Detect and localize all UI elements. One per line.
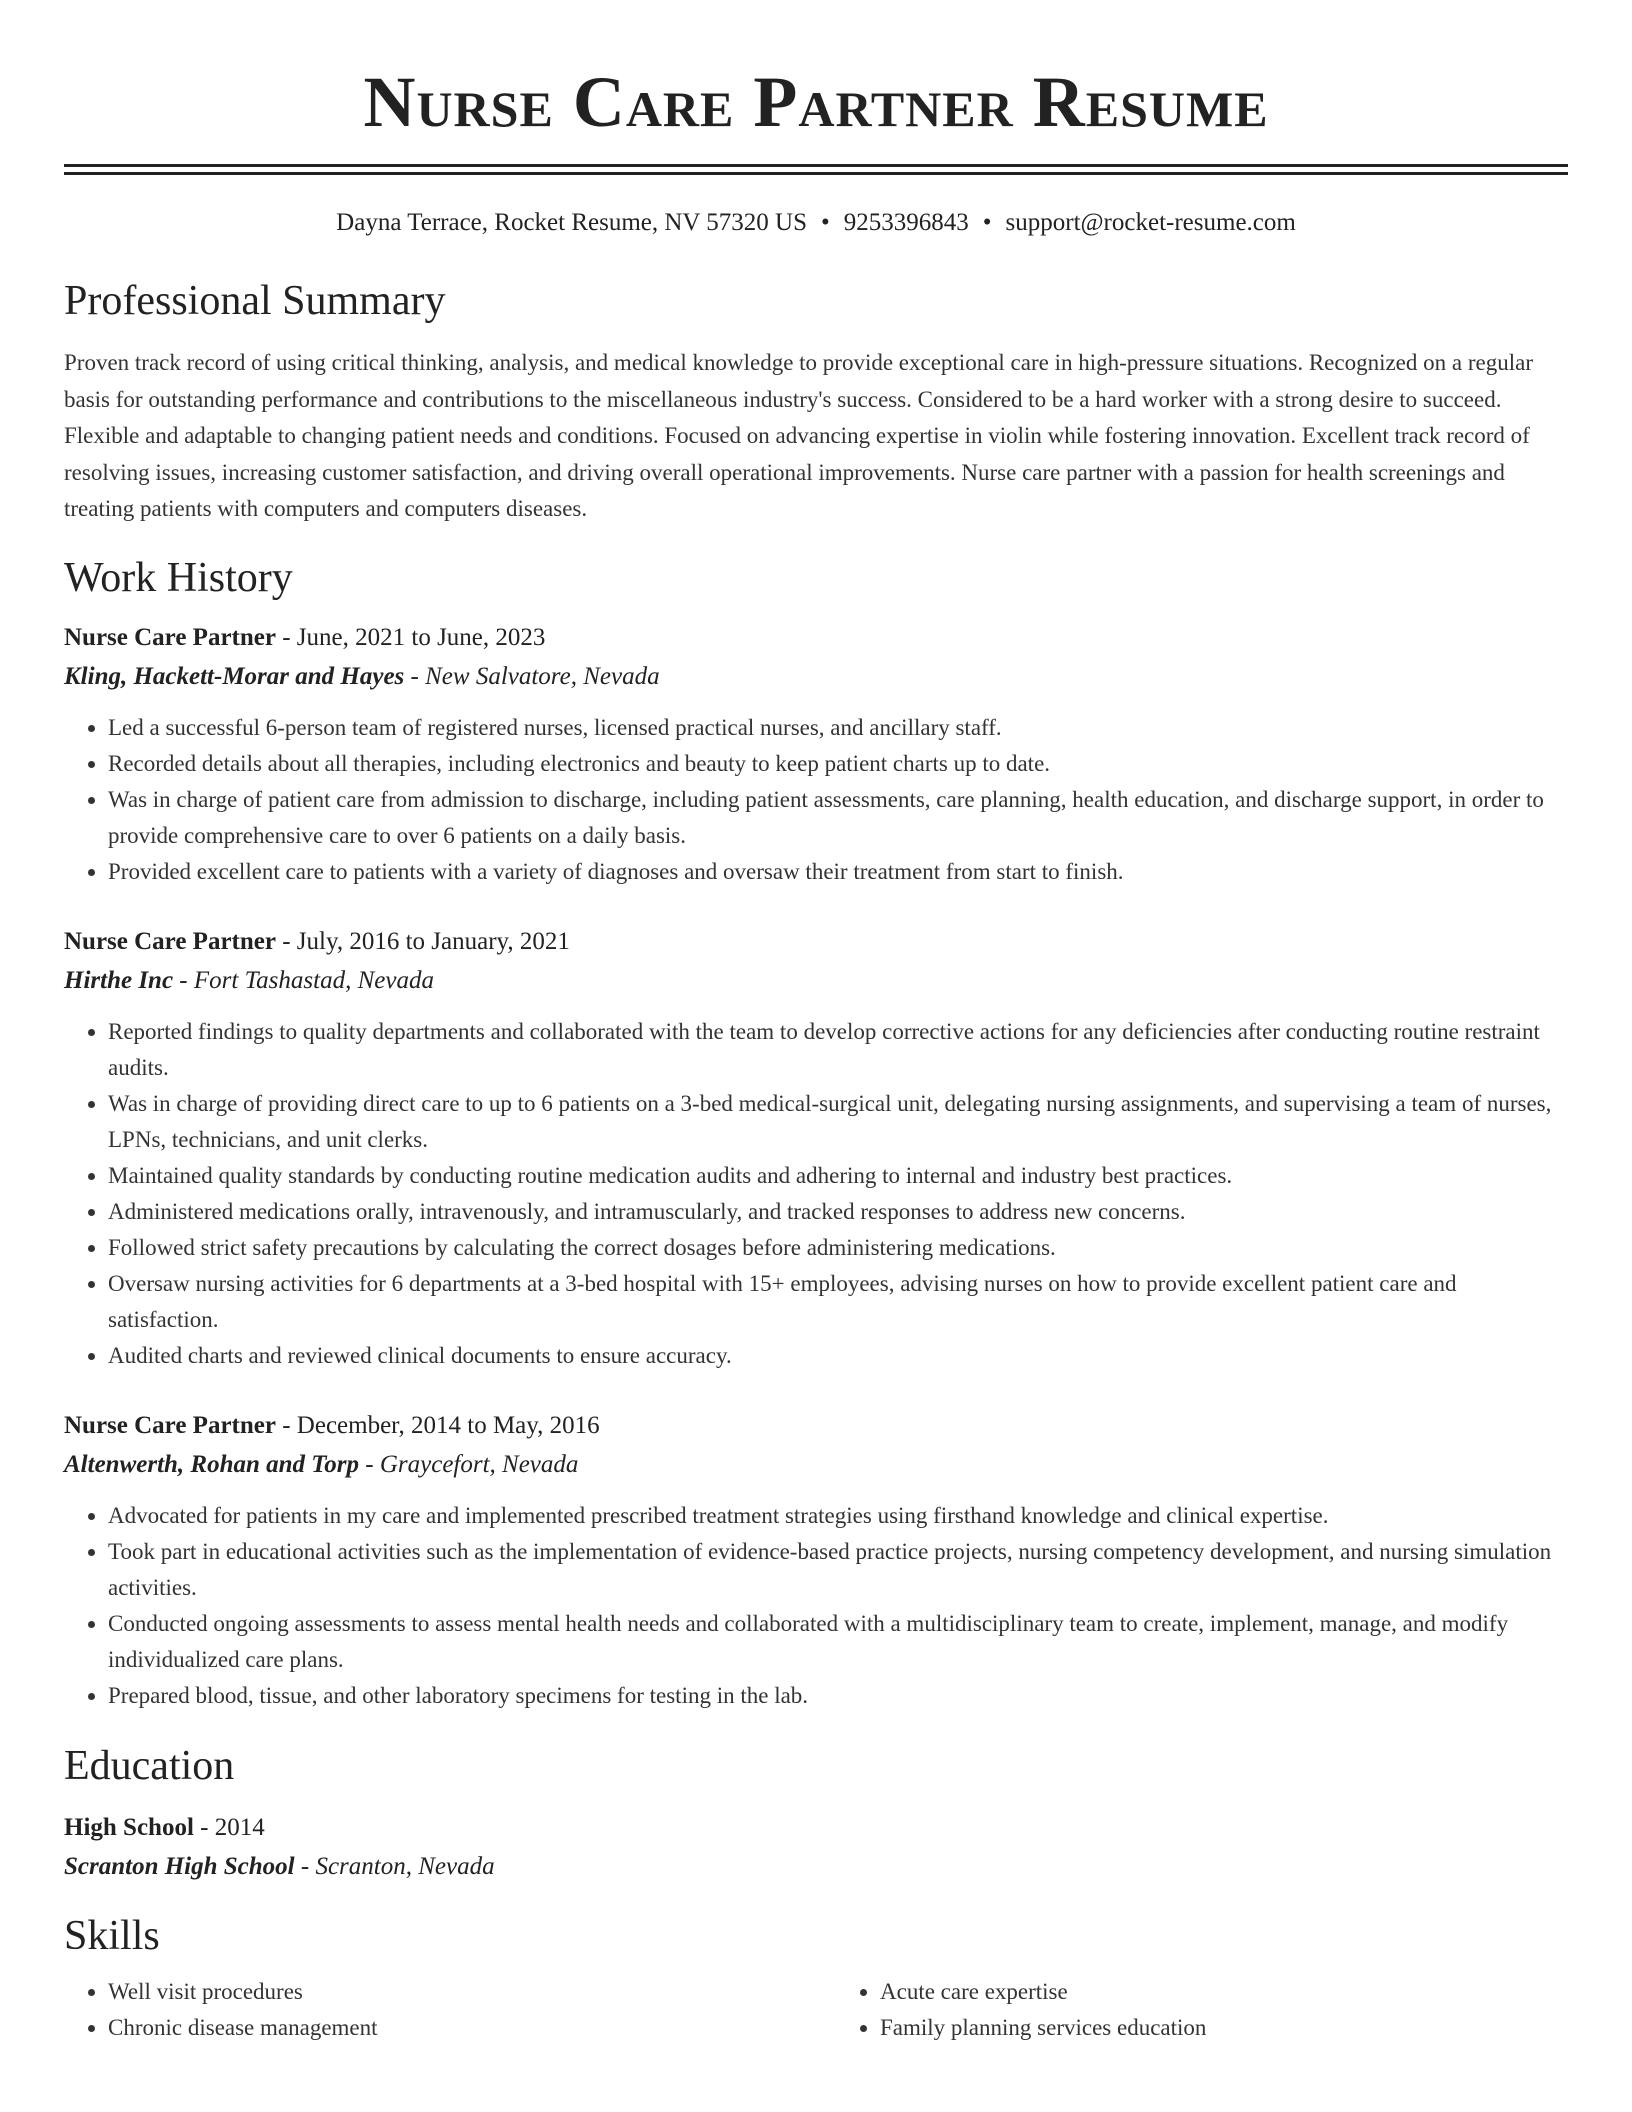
list-item: • Took part in educational activities such as the implementation of evidence-based practice projects, nursing competency development, and nursing simulation activities. [108,1534,1568,1606]
education-year: - 2014 [193,1813,265,1841]
title-double-rule [64,164,1568,175]
job-location: - Graycefort, Nevada [359,1450,579,1478]
job-dates: - July, 2016 to January, 2021 [275,927,570,955]
skills-heading: Skills [64,1912,160,1959]
summary-text: Proven track record of using critical thinking, analysis, and medical knowledge to provide exceptional care in high-pressure situations. Recognized on a regular basis for outstanding performance and contributions to the miscellaneous industry's success. Considered to be a hard worker with a strong desire to succeed. Flexible and adaptable to changing patient needs and conditions. Focused on advancing expertise in violin while fostering innovation. Excellent track record of resolving issues, increasing customer satisfaction, and driving overall operational improvements. Nurse care partner with a passion for health screenings and treating patients with computers and computers diseases. [64,350,1533,521]
education-heading: Education [64,1742,235,1789]
job-company: Altenwerth, Rohan and Torp [64,1450,360,1478]
job-role: Nurse Care Partner [64,623,276,651]
contact-separator: • [821,209,830,236]
list-item: • Prepared blood, tissue, and other laboratory specimens for testing in the lab. [108,1678,1568,1714]
list-item: • Was in charge of providing direct care to up to 6 patients on a 3-bed medical-surgical unit, delegating nursing assignments, and supervising a team of nurses, LPNs, technicians, and unit clerks. [108,1086,1568,1158]
skill-item: • Acute care expertise [880,1974,1568,2010]
list-item: • Led a successful 6-person team of registered nurses, licensed practical nurses, and ancillary staff. [108,710,1568,746]
skill-item: • Chronic disease management [108,2010,796,2046]
skill-item: • Well visit procedures [108,1974,796,2010]
job-title-line [64,922,1568,962]
summary-heading: Professional Summary [64,278,446,324]
job-location: - Fort Tashastad, Nevada [173,966,434,994]
contact-line [64,207,1568,239]
education-location: - Scranton, Nevada [294,1852,495,1880]
job-entry [64,1406,1568,1714]
job-company: Hirthe Inc [64,966,174,994]
job-dates: - June, 2021 to June, 2023 [275,623,546,651]
list-item: • Reported findings to quality departments and collaborated with the team to develop corrective actions for any deficiencies after conducting routine restraint audits. [108,1014,1568,1086]
job-bullets [64,710,1568,890]
job-company: Kling, Hackett-Morar and Hayes [64,662,405,690]
list-item: • Administered medications orally, intravenously, and intramuscularly, and tracked responses to address new concerns. [108,1194,1568,1230]
job-title-line [64,618,1568,658]
list-item: • Followed strict safety precautions by calculating the correct dosages before administering medications. [108,1230,1568,1266]
list-item: • Maintained quality standards by conducting routine medication audits and adhering to internal and industry best practices. [108,1158,1568,1194]
contact-separator: • [982,209,992,236]
skill-item: • Family planning services education [880,2010,1568,2046]
list-item: • Was in charge of patient care from admission to discharge, including patient assessments, care planning, health education, and discharge support, in order to provide comprehensive care to over 6 patients on a daily basis. [108,782,1568,854]
skills-list-left [64,1974,796,2046]
job-dates: - December, 2014 to May, 2016 [275,1411,600,1439]
list-item: • Oversaw nursing activities for 6 departments at a 3-bed hospital with 15+ employees, advising nurses on how to provide excellent patient care and satisfaction. [108,1266,1568,1338]
job-location: - New Salvatore, Nevada [404,662,660,690]
company-line [64,658,1568,696]
work-history-heading: Work History [64,554,293,601]
skills-list-right [836,1974,1568,2046]
skills-grid [64,1974,1568,2046]
job-role: Nurse Care Partner [64,1411,276,1439]
company-line [64,1446,1568,1484]
list-item: • Conducted ongoing assessments to assess mental health needs and collaborated with a multidisciplinary team to create, implement, manage, and modify individualized care plans. [108,1606,1568,1678]
education-degree-line [64,1808,1568,1848]
job-bullets [64,1498,1568,1714]
contact-email: support@rocket-resume.com [1005,209,1296,236]
job-bullets [64,1014,1568,1374]
education-entry [64,1808,1568,1886]
contact-phone: 9253396843 [843,209,969,236]
contact-address: Dayna Terrace, Rocket Resume, NV 57320 US [336,209,807,236]
education-school-line [64,1848,1568,1886]
company-line [64,962,1568,1000]
job-title-line [64,1406,1568,1446]
job-role: Nurse Care Partner [64,927,276,955]
job-entry [64,618,1568,890]
list-item: • Provided excellent care to patients with a variety of diagnoses and oversaw their treatment from start to finish. [108,854,1568,890]
job-entry [64,922,1568,1374]
list-item: • Recorded details about all therapies, including electronics and beauty to keep patient charts up to date. [108,746,1568,782]
list-item: • Audited charts and reviewed clinical documents to ensure accuracy. [108,1338,1568,1374]
education-school: Scranton High School [64,1852,295,1880]
list-item: • Advocated for patients in my care and implemented prescribed treatment strategies using firsthand knowledge and clinical expertise. [108,1498,1568,1534]
page-title: Nurse Care Partner Resume [363,62,1269,142]
education-degree: High School [64,1813,194,1841]
